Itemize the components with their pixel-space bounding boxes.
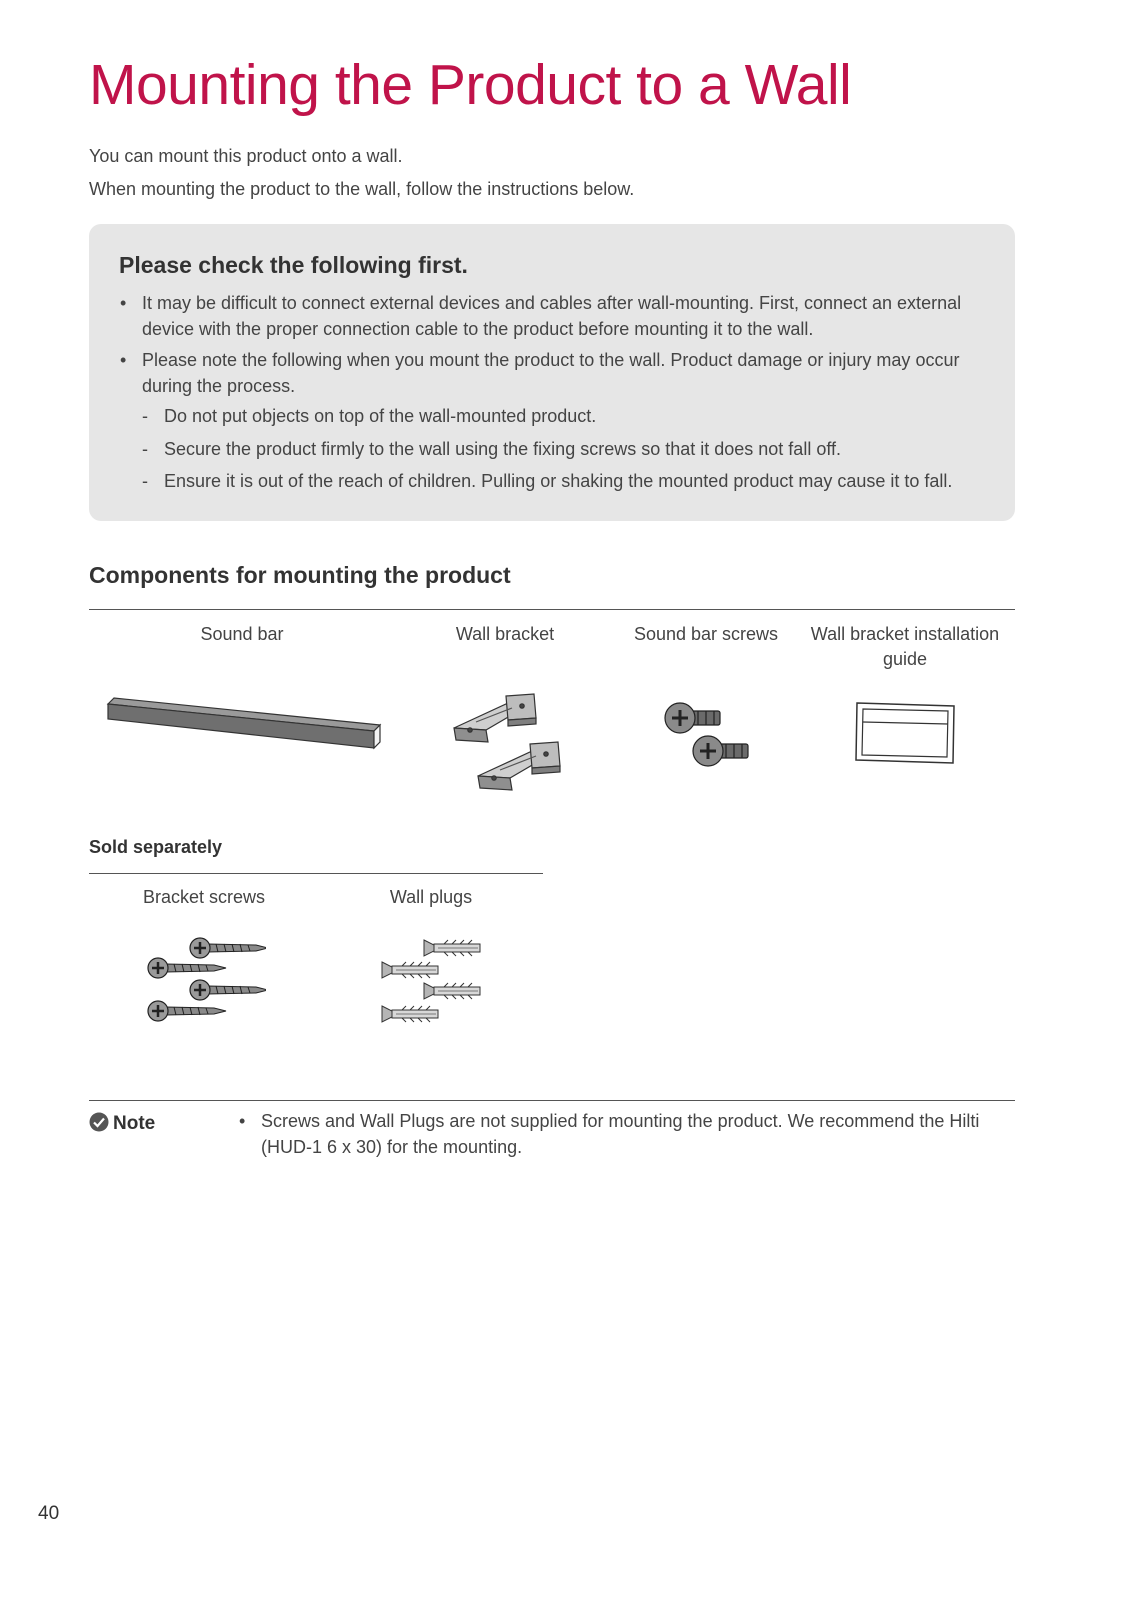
sound-bar-icon: [104, 692, 384, 752]
sold-label-wall-plugs: Wall plugs: [389, 887, 473, 907]
sound-bar-screws-icon: [660, 700, 760, 775]
check-sub-item-3: [142, 471, 953, 492]
wall-plugs-icon: [378, 932, 488, 1032]
check-circle-icon: [89, 1112, 109, 1132]
bracket-screws-icon: [146, 932, 266, 1027]
check-sub-item-text: Ensure it is out of the reach of children. Pulling or shaking the mounted product may cause it to fall.: [164, 471, 953, 491]
check-sub-item-1: [142, 406, 597, 427]
sold-separately-divider: [89, 873, 543, 874]
components-title: Components for mounting the product: [89, 562, 511, 588]
check-first-title: Please check the following first.: [119, 252, 468, 278]
components-divider: [89, 609, 1015, 610]
check-bullet-text: It may be difficult to connect external devices and cables after wall-mounting. First, connect an external device with the proper connection cable to the product before mounting it to the wall.: [142, 293, 962, 339]
sold-label-bracket-screws: Bracket screws: [142, 887, 266, 907]
bullet-marker: •: [120, 350, 127, 370]
component-label-wall-bracket: Wall bracket: [455, 624, 555, 644]
note-text-block: [239, 1108, 1011, 1160]
bullet-marker: •: [120, 293, 127, 313]
dash-marker: -: [142, 471, 148, 491]
component-label-sound-bar: Sound bar: [200, 624, 284, 644]
page-title: Mounting the Product to a Wall: [89, 53, 852, 117]
check-first-box: [89, 224, 1015, 521]
page-number: 40: [38, 1503, 60, 1524]
check-sub-item-text: Do not put objects on top of the wall-mounted product.: [164, 406, 597, 426]
note-text: Screws and Wall Plugs are not supplied for mounting the product. We recommend the Hilti (HUD-1 6 x 30) for the mounting.: [261, 1111, 980, 1157]
sold-separately-title: Sold separately: [89, 837, 223, 857]
bullet-marker: •: [239, 1111, 246, 1131]
installation-guide-icon: [854, 700, 958, 766]
intro-line-1: You can mount this product onto a wall.: [89, 146, 403, 166]
note-divider: [89, 1100, 1015, 1101]
component-label-installation-guide: Wall bracket installation guide: [810, 624, 1000, 669]
intro-line-2: When mounting the product to the wall, follow the instructions below.: [89, 179, 635, 199]
note-title: Note: [113, 1113, 156, 1134]
dash-marker: -: [142, 406, 148, 426]
check-bullet-2: [120, 347, 992, 399]
check-sub-item-text: Secure the product firmly to the wall using the fixing screws so that it does not fall off.: [164, 439, 842, 459]
wall-bracket-icon: [446, 692, 566, 802]
check-bullet-1: [120, 290, 992, 342]
dash-marker: -: [142, 439, 148, 459]
check-sub-item-2: [142, 439, 842, 460]
check-bullet-text: Please note the following when you mount the product to the wall. Product damage or injury may occur during the process.: [142, 350, 960, 396]
component-label-sound-bar-screws: Sound bar screws: [633, 624, 779, 644]
